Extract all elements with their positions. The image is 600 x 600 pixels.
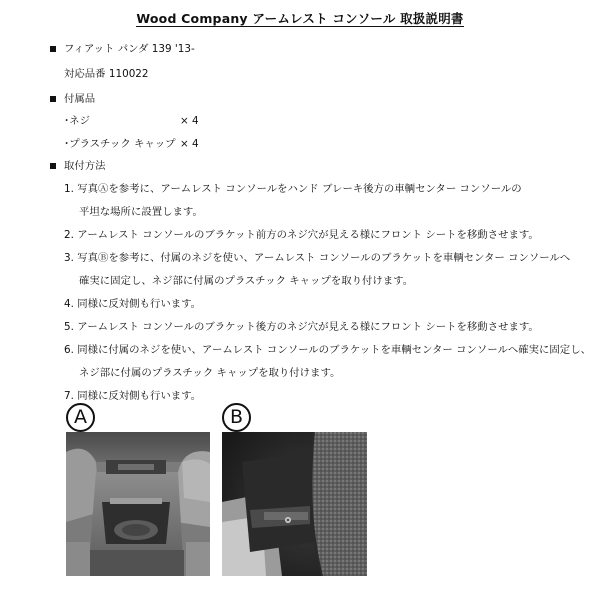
accessory-item-name: ･プラスチック キャップ xyxy=(64,138,176,150)
page-title xyxy=(0,9,600,27)
step-line: 4. 同様に反対側も行います。 xyxy=(64,298,202,310)
photo-a-console xyxy=(66,432,210,576)
step-line: 確実に固定し、ネジ部に付属のプラスチック キャップを取り付けます。 xyxy=(79,275,414,287)
bullet-square-icon xyxy=(50,46,56,52)
step-line: 2. アームレスト コンソールのブラケット前方のネジ穴が見える様にフロント シートを移動させます。 xyxy=(64,229,539,241)
photo-a-label: A xyxy=(66,403,95,432)
step-line: 7. 同様に反対側も行います。 xyxy=(64,390,202,402)
accessories-heading: 付属品 xyxy=(64,93,96,105)
model-name: フィアット パンダ 139 '13- xyxy=(64,43,195,55)
bullet-square-icon xyxy=(50,163,56,169)
bullet-square-icon xyxy=(50,96,56,102)
photo-b-image xyxy=(222,432,367,576)
part-number: 対応品番 110022 xyxy=(64,68,149,80)
photo-b-label: B xyxy=(222,403,251,432)
step-line: ネジ部に付属のプラスチック キャップを取り付けます。 xyxy=(79,367,341,379)
step-line: 1. 写真Ⓐを参考に、アームレスト コンソールをハンド ブレーキ後方の車輌センター コンソールの xyxy=(64,183,522,195)
accessory-item-qty: × 4 xyxy=(180,138,199,150)
step-line: 6. 同様に付属のネジを使い、アームレスト コンソールのブラケットを車輌センター コンソールへ確実に固定し、 xyxy=(64,344,591,356)
photo-a-image xyxy=(66,432,210,576)
installation-heading: 取付方法 xyxy=(64,160,106,172)
step-line: 3. 写真Ⓑを参考に、付属のネジを使い、アームレスト コンソールのブラケットを車輌センター コンソールへ xyxy=(64,252,571,264)
page-title-text: Wood Company アームレスト コンソール 取扱説明書 xyxy=(136,11,464,26)
photo-b-bracket xyxy=(222,432,367,576)
accessory-item-qty: × 4 xyxy=(180,115,199,127)
accessory-item-name: ･ネジ xyxy=(64,115,90,127)
step-line: 5. アームレスト コンソールのブラケット後方のネジ穴が見える様にフロント シートを移動させます。 xyxy=(64,321,539,333)
step-line: 平坦な場所に設置します。 xyxy=(79,206,203,218)
